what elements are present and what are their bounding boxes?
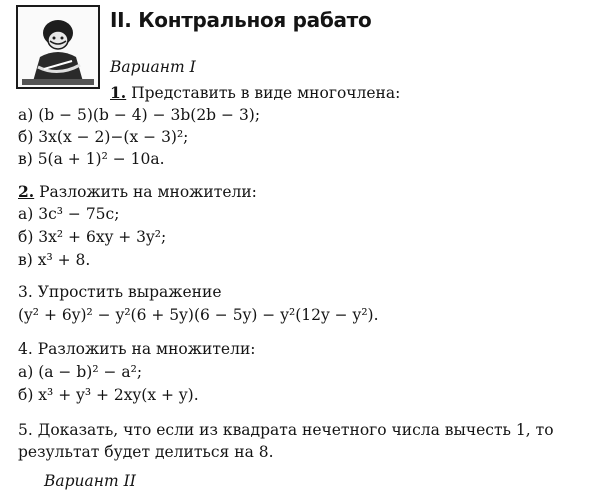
- task-1-item-b: б) 3x(x − 2)−(x − 3)²;: [18, 128, 189, 146]
- task-1-item-c: в) 5(a + 1)² − 10a.: [18, 150, 165, 168]
- task-2-text: Разложить на множители:: [34, 183, 257, 201]
- task-2-item-b: б) 3x² + 6xy + 3y²;: [18, 228, 167, 246]
- task-1-heading: [110, 83, 400, 102]
- task-2-item-a: а) 3c³ − 75c;: [18, 205, 120, 223]
- page-title: II. Контральноя рабато: [110, 8, 372, 32]
- task-2-number: 2.: [18, 182, 35, 201]
- task-4-item-a: а) (a − b)² − a²;: [18, 363, 143, 381]
- student-writing-icon: [18, 7, 98, 87]
- task-4-heading: 4. Разложить на множители:: [18, 340, 256, 358]
- task-1-number: 1.: [110, 83, 127, 102]
- variant-1-heading: Вариант I: [110, 58, 196, 76]
- task-1-text: Представить в виде многочлена:: [126, 84, 401, 102]
- variant-2-heading: Вариант II: [44, 472, 136, 490]
- task-3-heading: 3. Упростить выражение: [18, 283, 222, 301]
- task-3-expression: (y² + 6y)² − y²(6 + 5y)(6 − 5y) − y²(12y − y²).: [18, 306, 379, 324]
- task-1-item-a: а) (b − 5)(b − 4) − 3b(2b − 3);: [18, 106, 261, 124]
- task-5-line-1: 5. Доказать, что если из квадрата нечетного числа вычесть 1, то: [18, 421, 554, 439]
- task-4-item-b: б) x³ + y³ + 2xy(x + y).: [18, 386, 199, 404]
- task-2-heading: [18, 182, 257, 201]
- student-illustration: [16, 5, 100, 89]
- task-5-line-2: результат будет делиться на 8.: [18, 443, 274, 461]
- task-2-item-c: в) x³ + 8.: [18, 251, 91, 269]
